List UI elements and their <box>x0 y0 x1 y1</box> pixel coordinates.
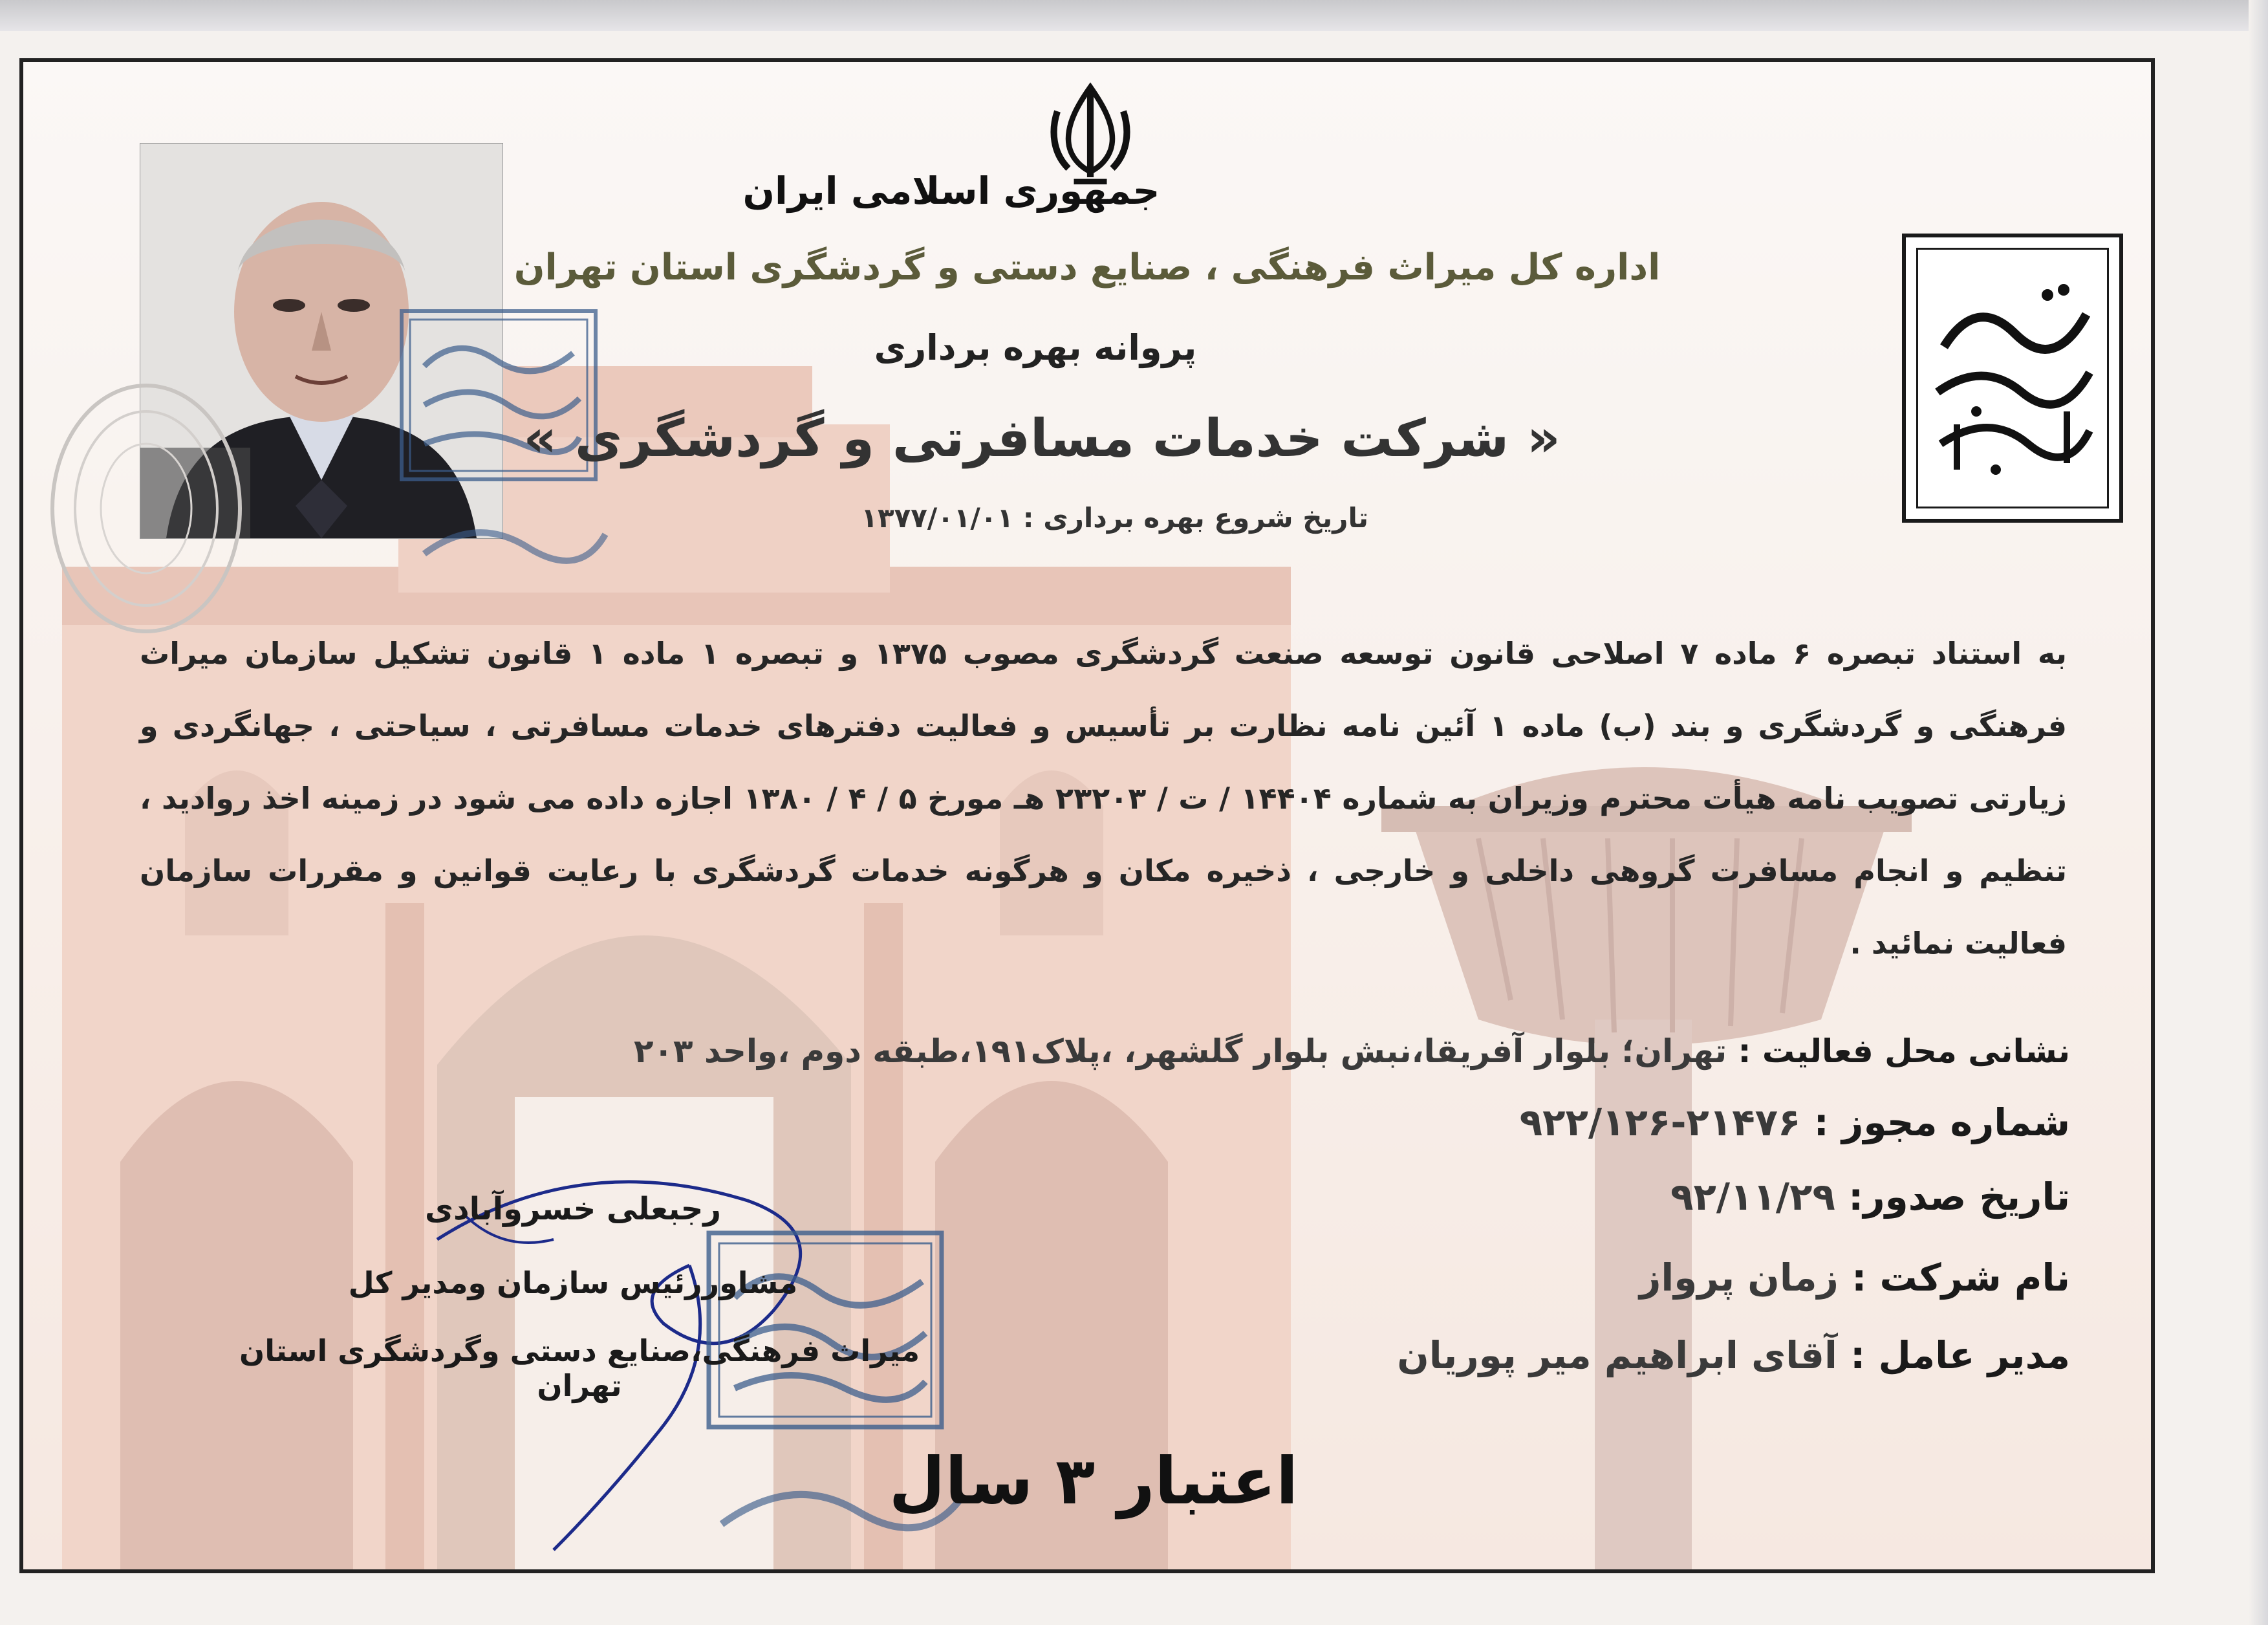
organization-logo-frame <box>1916 248 2109 508</box>
address-value: تهران؛ بلوار آفریقا،نبش بلوار گلشهر، ،پلاک۱۹۱،طبقه دوم ،واحد ۲۰۳ <box>634 1032 1727 1070</box>
document-type-title: پروانه بهره برداری <box>874 327 1197 368</box>
license-body-paragraph: به استناد تبصره ۶ ماده ۷ اصلاحی قانون توسعه صنعت گردشگری مصوب ۱۳۷۵ و تبصره ۱ ماده ۱ قانون تشکیل سازمان میراث فرهنگی و گردشگری و بند (ب) ماده ۱ آئین نامه نظارت بر تأسیس و فعالیت دفترهای خدمات مسافرتی ، سیاحتی ، جهانگردی و زیارتی تصویب نامه هیأت محترم وزیران به شماره ۱۴۴۰۴ / ت / ۲۳۲۰۳ هـ مورخ ۵ / ۴ / ۱۳۸۰ اجازه داده می شود در زمینه اخذ روادید ، تنظیم و انجام مسافرت گروهی داخلی و خارجی ، ذخیره مکان و هرگونه خدمات گردشگری با رعایت قوانین و مقررات سازمان فعالیت نمائید . <box>140 636 2067 961</box>
issue-date-label: تاریخ صدور: <box>1848 1175 2070 1219</box>
signatory-title-line2: میراث فرهنگی،صنایع دستی وگردشگری استان تهران <box>239 1333 920 1403</box>
license-number-row <box>78 1100 2070 1144</box>
company-name-value: زمان پرواز <box>1639 1256 1839 1300</box>
license-number-value: ۲۱۴۷۶-۹۲۲/۱۲۶ <box>1519 1100 1801 1144</box>
signatory-title-line1: مشاوررئیس سازمان ومدیر کل <box>348 1265 798 1300</box>
scan-edge-top <box>0 0 2268 31</box>
address-row <box>78 1032 2070 1070</box>
department-title: اداره کل میراث فرهنگی ، صنایع دستی و گردشگری استان تهران <box>513 246 1661 289</box>
managing-director-value: آقای ابراهیم میر پوریان <box>1397 1333 1837 1377</box>
company-name-label: نام شرکت : <box>1852 1256 2070 1300</box>
issue-date-value: ۹۲/۱۱/۲۹ <box>1670 1175 1835 1219</box>
organization-calligraphy-icon <box>1918 250 2103 503</box>
validity-period: اعتبار ۳ سال <box>889 1443 1299 1519</box>
organization-logo <box>1902 234 2123 523</box>
issue-date-row <box>78 1175 2070 1219</box>
company-type-title: « شرکت خدمات مسافرتی و گردشگری » <box>523 408 1561 468</box>
license-certificate <box>19 58 2155 1573</box>
license-number-label: شماره مجوز : <box>1813 1100 2070 1144</box>
operation-start-date: تاریخ شروع بهره برداری : ۱۳۷۷/۰۱/۰۱ <box>861 502 1368 534</box>
managing-director-label: مدیر عامل : <box>1850 1333 2070 1377</box>
scan-edge-right <box>2249 0 2268 1625</box>
signatory-name: رجبعلی خسروآبادی <box>424 1191 722 1227</box>
address-label: نشانی محل فعالیت : <box>1738 1032 2070 1070</box>
country-title: جمهوری اسلامی ایران <box>742 169 1160 213</box>
